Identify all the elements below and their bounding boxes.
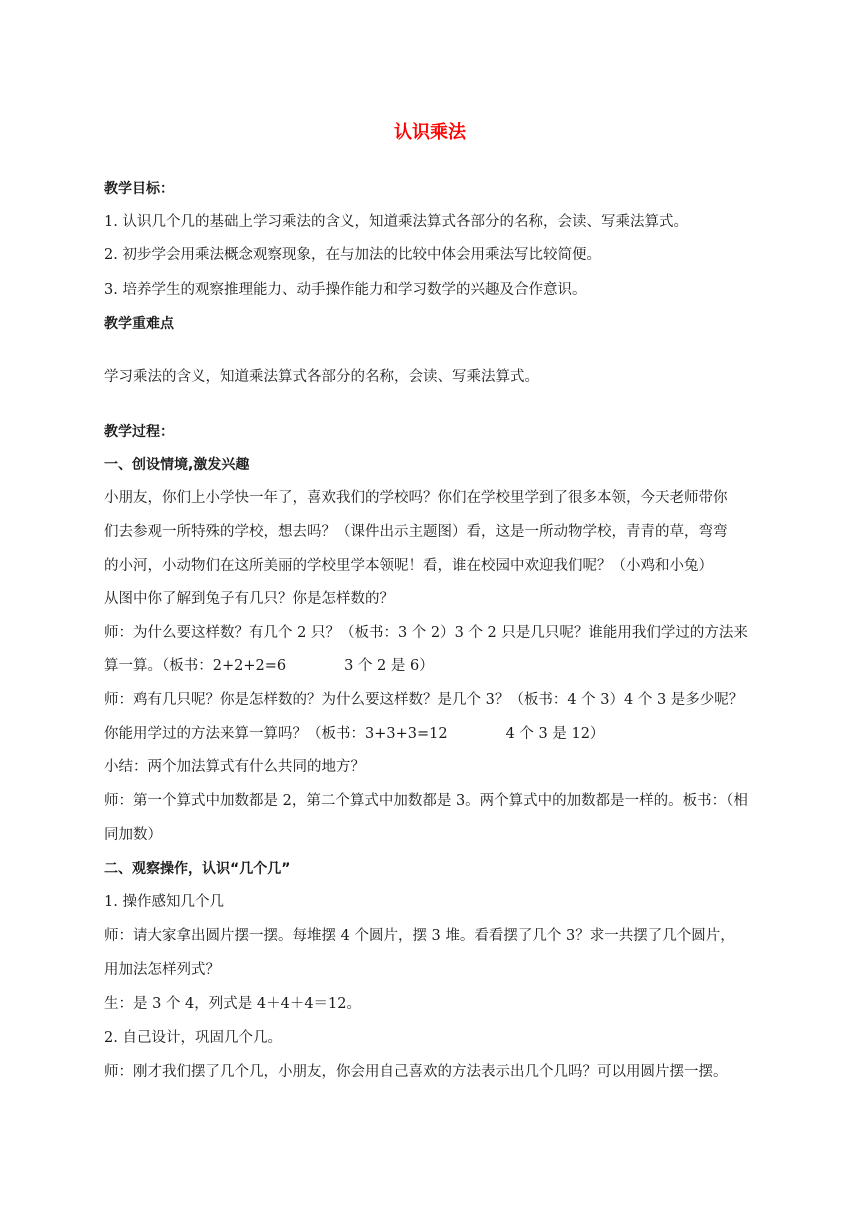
paragraph-line: 2. 自己设计，巩固几个几。 (104, 1030, 282, 1046)
process-heading: 教学过程： (104, 424, 174, 440)
key-points-text: 学习乘法的含义，知道乘法算式各部分的名称，会读、写乘法算式。 (104, 369, 539, 385)
objective-item: 1. 认识几个几的基础上学习乘法的含义，知道乘法算式各部分的名称，会读、写乘法算式。 (104, 214, 688, 230)
paragraph-line: 师：刚才我们摆了几个几，小朋友，你会用自己喜欢的方法表示出几个几吗？可以用圆片摆一摆。 (104, 1064, 728, 1080)
paragraph-line: 的小河，小动物们在这所美丽的学校里学本领呢！看，谁在校园中欢迎我们呢？（小鸡和小兔） (104, 558, 713, 574)
paragraph-line (104, 724, 784, 744)
paragraph-line: 同加数） (104, 827, 162, 843)
board-calc-result: 3 个 2 是 6） (344, 658, 434, 674)
objective-item: 3. 培养学生的观察推理能力、动手操作能力和学习数学的兴趣及合作意识。 (104, 282, 587, 298)
paragraph-line: 从图中你了解到兔子有几只？你是怎样数的？ (104, 591, 394, 607)
section2-heading: 二、观察操作，认识“几个几” (104, 861, 291, 877)
key-points-heading: 教学重难点 (104, 316, 174, 332)
board-calc-sum: 算一算。（板书：2+2+2=6 (104, 658, 287, 674)
paragraph-line (104, 656, 784, 676)
paragraph-line: 用加法怎样列式？ (104, 962, 220, 978)
paragraph-line: 师：第一个算式中加数都是 2，第二个算式中加数都是 3。两个算式中的加数都是一样的。板书：（相 (104, 793, 748, 809)
board-calc-sum: 你能用学过的方法来算一算吗？（板书：3+3+3=12 (104, 726, 448, 742)
document-title: 认识乘法 (394, 122, 466, 143)
paragraph-line: 小结：两个加法算式有什么共同的地方？ (104, 759, 365, 775)
board-calc-result: 4 个 3 是 12） (505, 726, 605, 742)
paragraph-line: 生：是 3 个 4，列式是 4＋4＋4＝12。 (104, 996, 362, 1012)
paragraph-line: 师：鸡有几只呢？你是怎样数的？为什么要这样数？是几个 3？（板书：4 个 3）4 个 3 是多少呢？ (104, 692, 744, 708)
objectives-heading: 教学目标： (104, 181, 174, 197)
paragraph-line: 师：请大家拿出圆片摆一摆。每堆摆 4 个圆片，摆 3 堆。看看摆了几个 3？求一共摆了几个圆片， (104, 928, 735, 944)
paragraph-line: 小朋友，你们上小学快一年了，喜欢我们的学校吗？你们在学校里学到了很多本领，今天老师带你 (104, 490, 728, 506)
paragraph-line: 师：为什么要这样数？有几个 2 只？（板书：3 个 2）3 个 2 只是几只呢？谁能用我们学过的方法来 (104, 625, 748, 641)
paragraph-line: 们去参观一所特殊的学校，想去吗？（课件出示主题图）看，这是一所动物学校，青青的草，弯弯 (104, 524, 728, 540)
paragraph-line: 1. 操作感知几个几 (104, 894, 224, 910)
objective-item: 2. 初步学会用乘法概念观察现象，在与加法的比较中体会用乘法写比较简便。 (104, 247, 601, 263)
section1-heading: 一、创设情境,激发兴趣 (104, 457, 250, 473)
